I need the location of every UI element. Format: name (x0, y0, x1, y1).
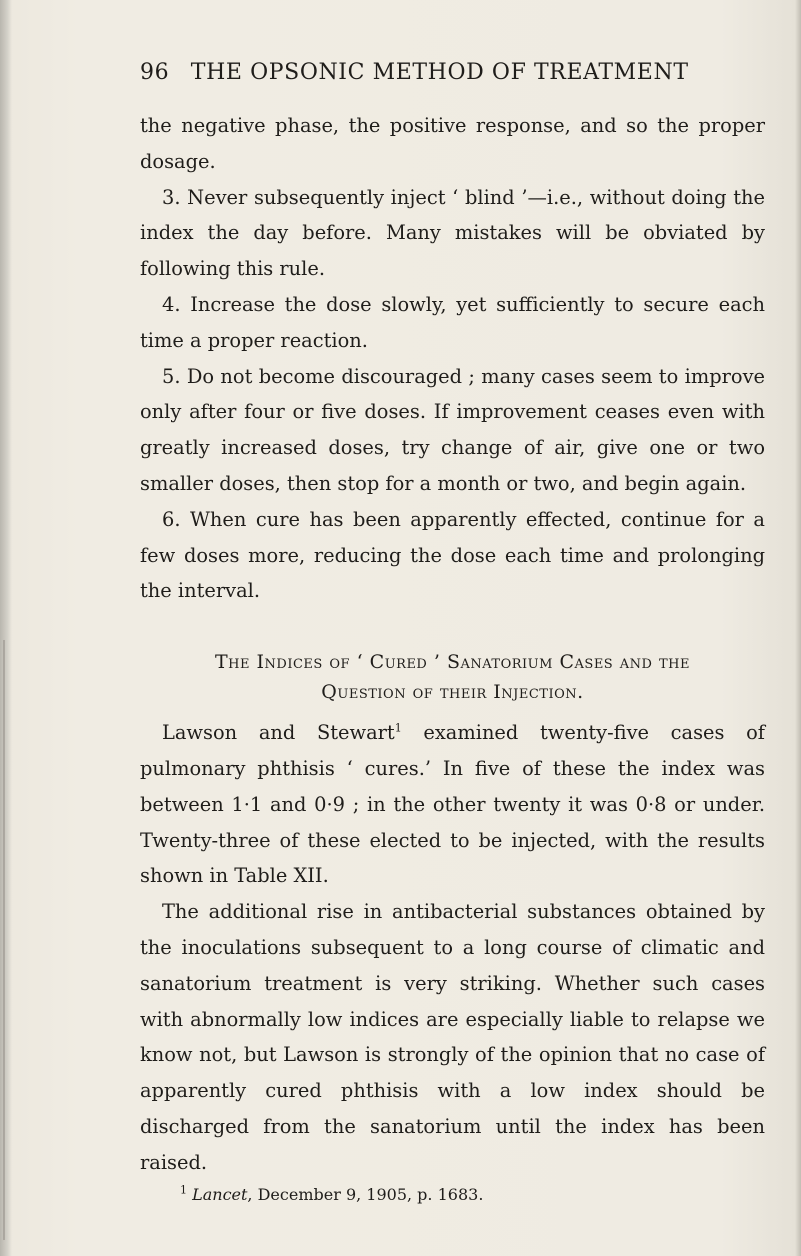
section-heading-line-1: The Indices of ‘ Cured ’ Sanatorium Cases and the (215, 651, 690, 674)
footnote-citation: , December 9, 1905, p. 1683. (247, 1184, 484, 1204)
paragraph-rule-3: 3. Never subsequently inject ‘ blind ’—i.e., without doing the index the day before. Many mistakes will be obviated by following this rule. (140, 185, 765, 281)
paragraph-rule-5: 5. Do not become discouraged ; many cases seem to improve only after four or five doses. If improvement ceases even with greatly increased doses, try change of air, give one or two smaller doses, then stop for a month or two, and begin again. (140, 364, 765, 495)
gutter-shadow-line (3, 640, 5, 1240)
footnote (140, 1183, 765, 1207)
footnote-reference: 1 (394, 721, 402, 735)
page-number: 96 (140, 60, 170, 85)
paragraph-dosage-continued: the negative phase, the positive response, and so the proper dosage. (140, 114, 765, 173)
running-title: THE OPSONIC METHOD OF TREATMENT (190, 60, 689, 85)
paragraph-rule-4: 4. Increase the dose slowly, yet sufficiently to secure each time a proper reaction. (140, 292, 765, 352)
footnote-journal: Lancet (192, 1184, 248, 1204)
paragraph-rule-6: 6. When cure has been apparently effected, continue for a few doses more, reducing the dose each time and prolonging the interval. (140, 507, 765, 603)
page-edge-shadow (795, 0, 801, 1256)
section-heading (140, 647, 765, 707)
running-header (140, 58, 765, 88)
binding-gutter (0, 0, 12, 1256)
paragraph-lawson-stewart (140, 715, 765, 894)
paragraph-lawson-stewart-rest: examined twenty-five cases of pulmonary phthisis ‘ cures.’ In five of these the index was between 1·1 and 0·9 ; in the other twenty it was 0·8 or under. Twenty-three of these elected to be injected, with the results shown in Table XII. (140, 721, 765, 888)
paragraph-antibacterial-rise: The additional rise in antibacterial substances obtained by the inoculations subsequent to a long course of climatic and sanatorium treatment is very striking. Whether such cases with abnormally low indices are especially liable to relapse we know not, but Lawson is strongly of the opinion that no case of apparently cured phthisis with a low index should be discharged from the sanatorium until the index has been raised. (140, 900, 765, 1174)
section-heading-line-2: Question of their Injection. (321, 681, 584, 704)
page-text-block (140, 58, 765, 1207)
paragraph-lawson-stewart-start: Lawson and Stewart (162, 721, 395, 745)
footnote-mark: 1 (180, 1183, 187, 1197)
